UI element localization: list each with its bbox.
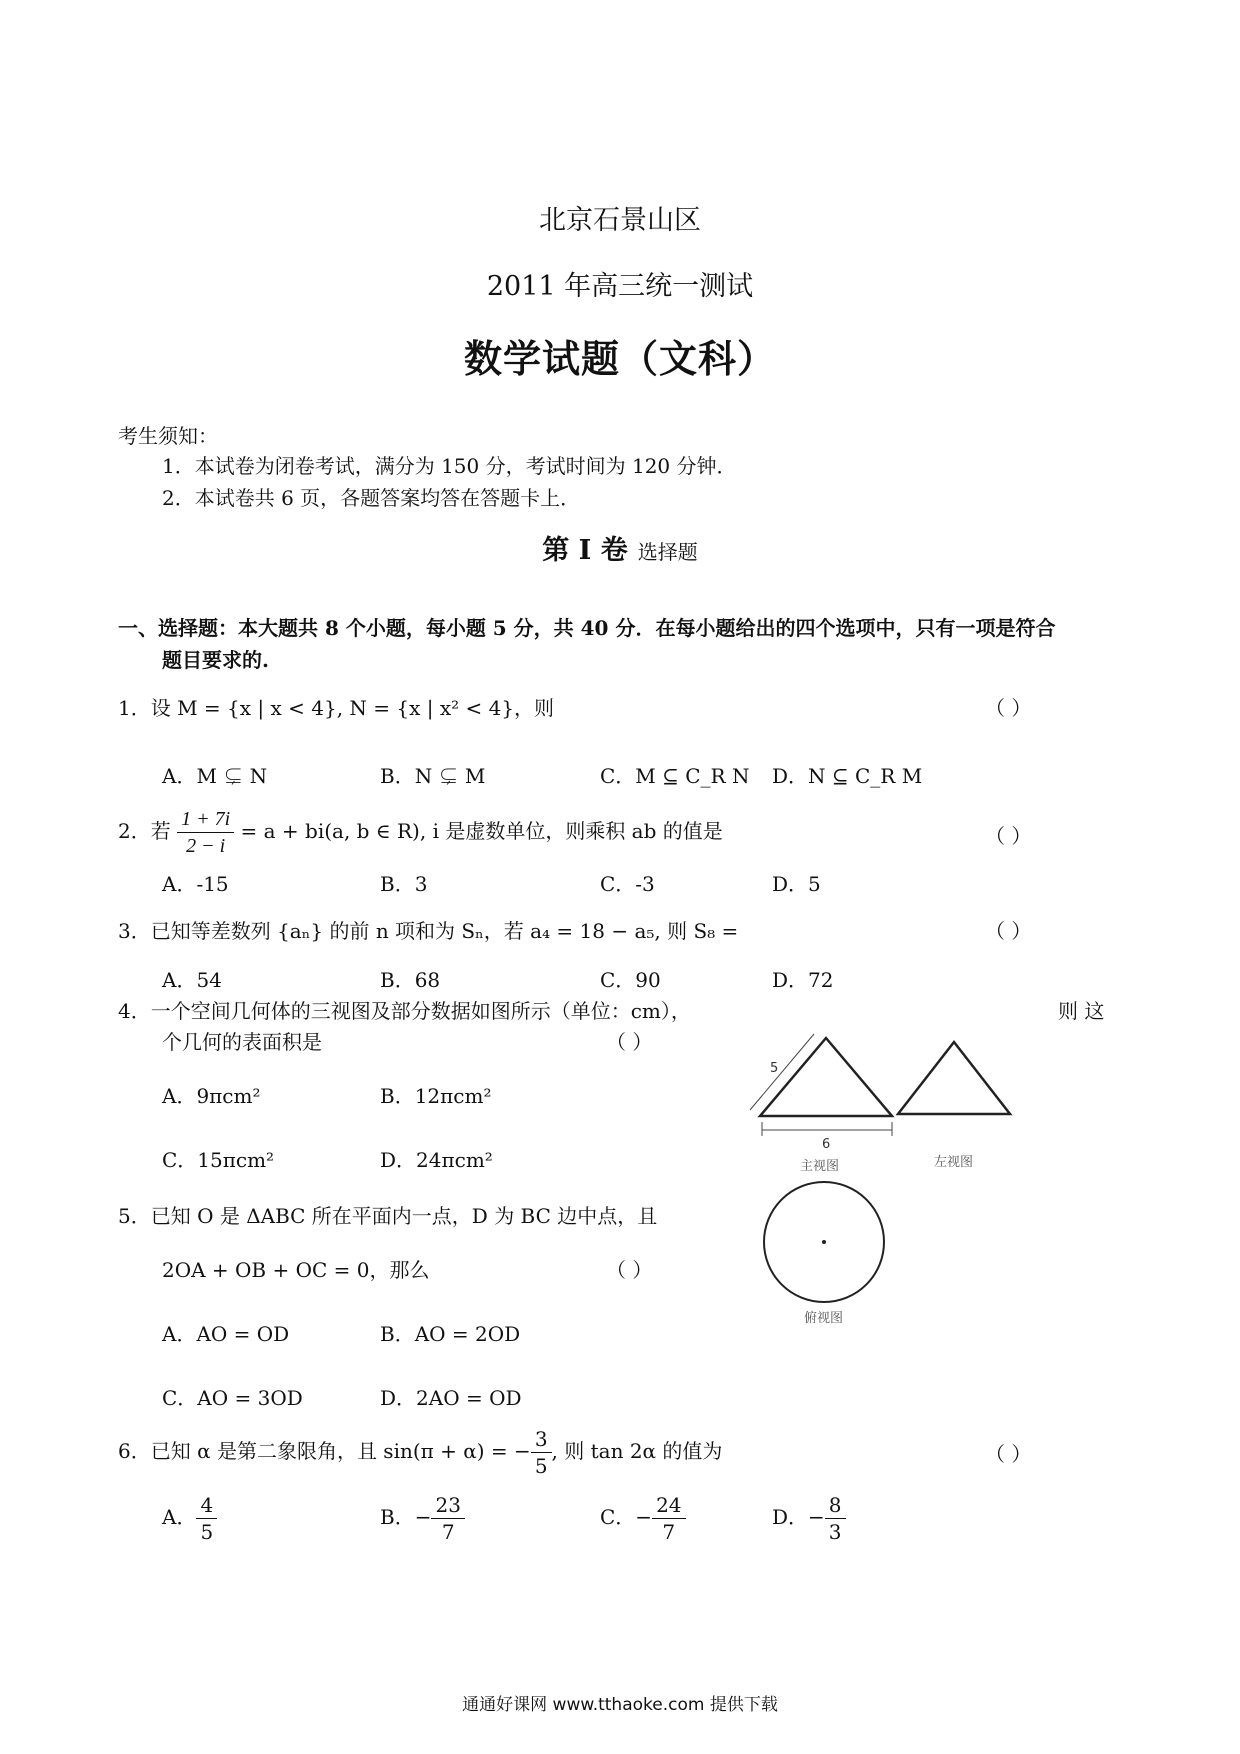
q6-option-b-num: 23: [431, 1492, 464, 1519]
q3-answer-paren: （ ）: [985, 919, 1032, 943]
left-view-label: 左视图: [934, 1155, 974, 1170]
q6-answer-paren: （ ）: [985, 1442, 1032, 1466]
q5-option-c: C．AO = 3OD: [162, 1386, 303, 1410]
q2-numerator: 1 + 7i: [177, 806, 234, 833]
dimension-line-side: [750, 1034, 814, 1110]
q6-option-c: [600, 1492, 686, 1545]
q4-line2: 个几何的表面积是: [162, 1030, 322, 1054]
q5-option-b: B．AO = 2OD: [380, 1322, 521, 1346]
section-title: 第 I 卷: [542, 535, 628, 566]
q3-option-a: A．54: [162, 968, 222, 992]
front-view: [750, 1034, 892, 1174]
q1-option-a: A．M ⊊ N: [162, 764, 268, 788]
q4-option-b: B．12πcm²: [380, 1084, 492, 1108]
q5-line2: 2OA + OB + OC = 0，那么: [162, 1258, 430, 1282]
q2-rest: = a + bi(a, b ∈ R), i 是虚数单位，则乘积 ab 的值是: [240, 819, 723, 843]
q2-prefix: 2．若: [118, 819, 171, 843]
q2-option-a: A．-15: [162, 872, 229, 896]
q4-answer-paren: （ ）: [606, 1030, 653, 1054]
part-instructions-line2: 题目要求的.: [162, 648, 269, 672]
q5-answer-paren: （ ）: [606, 1258, 653, 1282]
q1-stem: 1．设 M = {x | x < 4}, N = {x | x² < 4}，则: [118, 696, 555, 720]
q4-option-a: A．9πcm²: [162, 1084, 261, 1108]
q6-denominator: 5: [534, 1454, 548, 1478]
q6-fraction: [531, 1426, 552, 1479]
notice-item-1: 1．本试卷为闭卷考试，满分为 150 分，考试时间为 120 分钟．: [162, 454, 737, 478]
q6-numerator: 3: [531, 1426, 552, 1453]
footer-source: 通通好课网 www.tthaoke.com 提供下载: [462, 1695, 778, 1715]
notice-label: 考生须知：: [118, 424, 218, 448]
left-view: [898, 1042, 1010, 1170]
q5-option-a: A．AO = OD: [162, 1322, 290, 1346]
q6-option-b: [380, 1492, 465, 1545]
q4-line1-tail: 则 这: [1058, 999, 1105, 1023]
q1-option-c: C．M ⊆ C_R N: [600, 764, 750, 788]
left-view-triangle: [898, 1042, 1010, 1114]
q6-prefix: 6．已知 α 是第二象限角，且 sin(π + α) = −: [118, 1439, 531, 1463]
notice-item-2: 2．本试卷共 6 页，各题答案均答在答题卡上．: [162, 486, 581, 510]
q6-option-c-label: C．−: [600, 1505, 653, 1529]
q3-option-c: C．90: [600, 968, 661, 992]
side-length-label: 5: [770, 1061, 779, 1076]
q2-option-b: B．3: [380, 872, 428, 896]
q6-option-d: [772, 1492, 846, 1545]
top-view: [764, 1182, 884, 1326]
front-view-label: 主视图: [800, 1159, 840, 1174]
part-instructions-line1: 一、选择题：本大题共 8 个小题，每小题 5 分，共 40 分．在每小题给出的四个选项中，只有一项是符合: [118, 616, 1056, 640]
three-view-figure: [740, 1020, 1030, 1340]
q5-line1: 5．已知 O 是 ΔABC 所在平面内一点，D 为 BC 边中点，且: [118, 1204, 658, 1228]
q6-option-c-den: 7: [662, 1520, 676, 1544]
q2-option-c: C．-3: [600, 872, 655, 896]
q6-option-d-num: 8: [825, 1492, 846, 1519]
subject-title: 数学试题（文科）: [463, 336, 776, 381]
q6-option-b-den: 7: [441, 1520, 455, 1544]
q1-option-b: B．N ⊊ M: [380, 764, 486, 788]
q1-answer-paren: （ ）: [985, 696, 1032, 720]
q2-answer-paren: （ ）: [985, 824, 1032, 848]
q6-option-a-label: A．: [162, 1505, 197, 1529]
q5-option-d: D．2AO = OD: [380, 1386, 522, 1410]
top-view-center-dot: [822, 1240, 826, 1244]
q2-fraction: [177, 806, 234, 859]
front-view-triangle: [760, 1038, 892, 1116]
q2-stem: [118, 806, 723, 859]
q2-option-d: D．5: [772, 872, 821, 896]
q4-option-c: C．15πcm²: [162, 1148, 275, 1172]
q3-stem: 3．已知等差数列 {aₙ} 的前 n 项和为 Sₙ，若 a₄ = 18 − a₅, 则 S₈ =: [118, 919, 739, 943]
q6-stem: [118, 1426, 722, 1479]
q6-option-a: [162, 1492, 217, 1545]
q6-option-c-num: 24: [652, 1492, 685, 1519]
q6-option-b-label: B．−: [380, 1505, 432, 1529]
region-title: 北京石景山区: [539, 205, 701, 236]
exam-title: 2011 年高三统一测试: [486, 271, 754, 302]
q3-option-b: B．68: [380, 968, 441, 992]
q4-option-d: D．24πcm²: [380, 1148, 493, 1172]
q2-denominator: 2 − i: [186, 835, 226, 857]
q6-option-d-den: 3: [828, 1520, 842, 1544]
q6-option-a-den: 5: [200, 1520, 214, 1544]
q1-option-d: D．N ⊆ C_R M: [772, 764, 923, 788]
q6-rest: , 则 tan 2α 的值为: [551, 1439, 723, 1463]
q6-option-a-num: 4: [196, 1492, 217, 1519]
q3-option-d: D．72: [772, 968, 834, 992]
base-length-label: 6: [822, 1137, 831, 1152]
q6-option-d-label: D．−: [772, 1505, 825, 1529]
top-view-label: 俯视图: [804, 1311, 844, 1326]
section-subtitle: 选择题: [637, 540, 698, 564]
section-heading: [0, 528, 1240, 567]
q4-line1: 4．一个空间几何体的三视图及部分数据如图所示（单位：cm），: [118, 999, 691, 1023]
